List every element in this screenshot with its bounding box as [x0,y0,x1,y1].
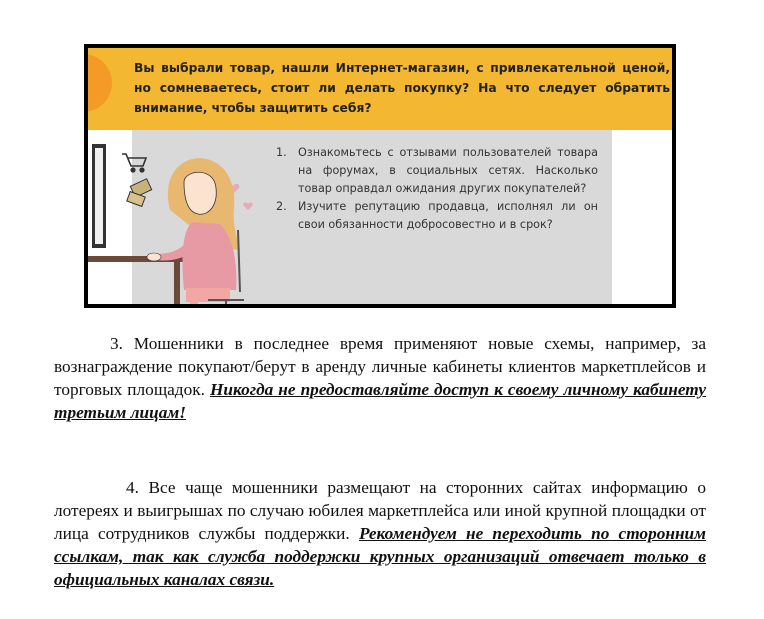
paragraph-text: 4. Все чаще мошенники размещают на сторонних сайтах информацию о лотереях и выигрышах по случаю юбилея маркетплейса или иной крупной площадки от лица сотрудников службы поддержки. [54,478,706,543]
tip-number: 1. [276,146,287,159]
warning-text: Рекомендуем не переходить по сторонним ссылкам, так как служба поддержки крупных организаций отвечает только в официальных каналах связи. [54,524,706,589]
paragraph-3 [54,332,706,424]
tip-number: 2. [276,200,287,213]
shopping-cart-icon [122,154,146,172]
paragraph-text: 3. Мошенники в последнее время применяют новые схемы, например, за вознаграждение покупают/берут в аренду личные кабинеты клиентов маркетплейсов и торговых площадок. [54,334,706,399]
tip-item [276,144,598,198]
banner-header [88,48,672,130]
tip-item [276,198,598,234]
decorative-circle [84,54,112,112]
tip-text: Изучите репутацию продавца, исполнял ли он свои обязанности добросовестно и в срок? [298,200,598,231]
tips-list [276,144,598,234]
right-margin-strip [612,130,672,308]
money-icon [127,179,152,207]
warning-text: Никогда не предоставляйте доступ к своему личному кабинету третьим лицам! [54,380,706,422]
tip-text: Ознакомьтесь с отзывами пользователей товара на форумах, в социальных сетях. Насколько товар оправдал ожидания других покупателей? [298,146,598,195]
paragraph-4 [54,476,706,591]
info-banner [84,44,676,308]
banner-question: Вы выбрали товар, нашли Интернет-магазин, с привлекательной ценой, но сомневаетесь, стоит ли делать покупку? На что следует обратить внимание, чтобы защитить себя? [134,61,670,115]
